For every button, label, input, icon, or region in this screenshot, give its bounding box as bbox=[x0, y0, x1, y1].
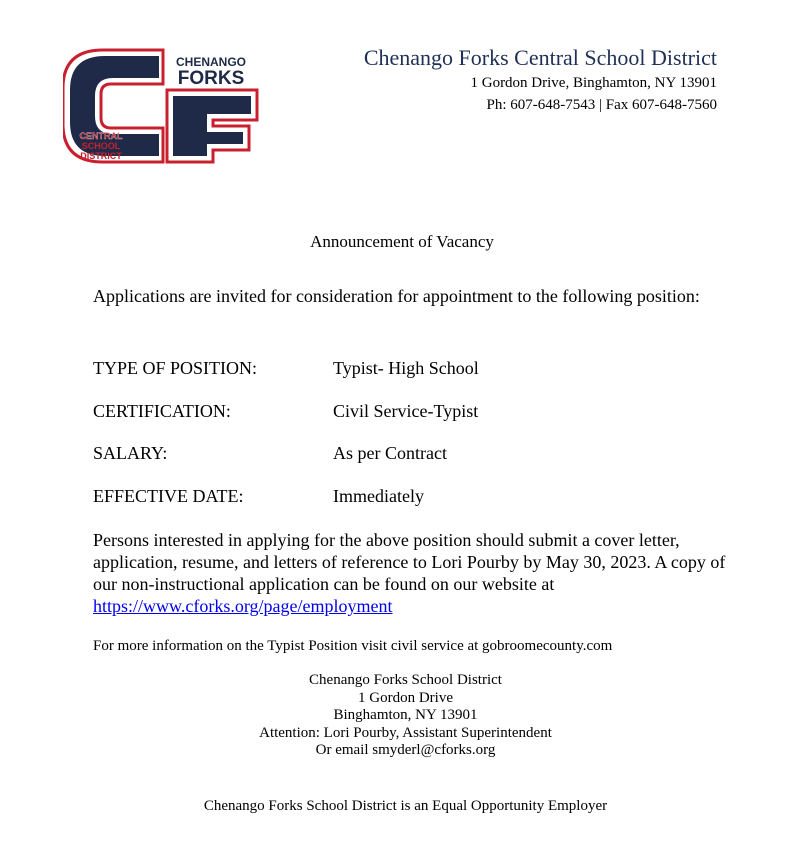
field-value: Immediately bbox=[333, 486, 424, 506]
logo-chenango-text: CHENANGO bbox=[175, 55, 247, 69]
field-label: CERTIFICATION: bbox=[93, 401, 231, 421]
address-line: Binghamton, NY 13901 bbox=[333, 707, 478, 723]
page-title: Announcement of Vacancy bbox=[310, 232, 494, 251]
intro-paragraph: Applications are invited for consideration for appointment to the following position: bbox=[93, 286, 700, 306]
logo-district-text: DISTRICT bbox=[80, 151, 122, 161]
district-name: Chenango Forks Central School District bbox=[363, 45, 717, 70]
instructions-text: Persons interested in applying for the above position should submit a cover letter, application, resume, and letters of reference to Lori Pourby by May 30, 2023. A copy of our non-instructional application can be found on our website at bbox=[93, 530, 726, 594]
application-instructions bbox=[93, 529, 733, 617]
mailing-address-block bbox=[0, 672, 804, 760]
field-value: As per Contract bbox=[333, 443, 447, 463]
district-logo bbox=[63, 44, 263, 168]
address-line: 1 Gordon Drive bbox=[358, 689, 453, 706]
address-line: Attention: Lori Pourby, Assistant Superintendent bbox=[259, 724, 552, 741]
equal-opportunity-statement: Chenango Forks School District is an Equal Opportunity Employer bbox=[203, 798, 608, 814]
address-line: Chenango Forks School District bbox=[309, 672, 502, 688]
logo-school-text: SCHOOL bbox=[81, 141, 121, 151]
cf-logo-graphic bbox=[63, 44, 263, 168]
district-contact: Ph: 607-648-7543 | Fax 607-648-7560 bbox=[486, 97, 717, 113]
field-label: SALARY: bbox=[93, 443, 168, 463]
district-address: 1 Gordon Drive, Binghamton, NY 13901 bbox=[470, 75, 717, 91]
more-info-note: For more information on the Typist Position visit civil service at gobroomecounty.com bbox=[93, 638, 613, 654]
field-value: Typist- High School bbox=[333, 358, 479, 378]
address-line: Or email smyderl@cforks.org bbox=[315, 742, 496, 758]
field-label: EFFECTIVE DATE: bbox=[93, 486, 244, 506]
employment-link[interactable]: https://www.cforks.org/page/employment bbox=[93, 596, 393, 616]
logo-forks-text: FORKS bbox=[177, 68, 245, 89]
field-label: TYPE OF POSITION: bbox=[93, 358, 258, 378]
letterhead bbox=[364, 44, 717, 116]
logo-central-text: CENTRAL bbox=[79, 131, 123, 141]
field-value: Civil Service-Typist bbox=[333, 401, 479, 421]
